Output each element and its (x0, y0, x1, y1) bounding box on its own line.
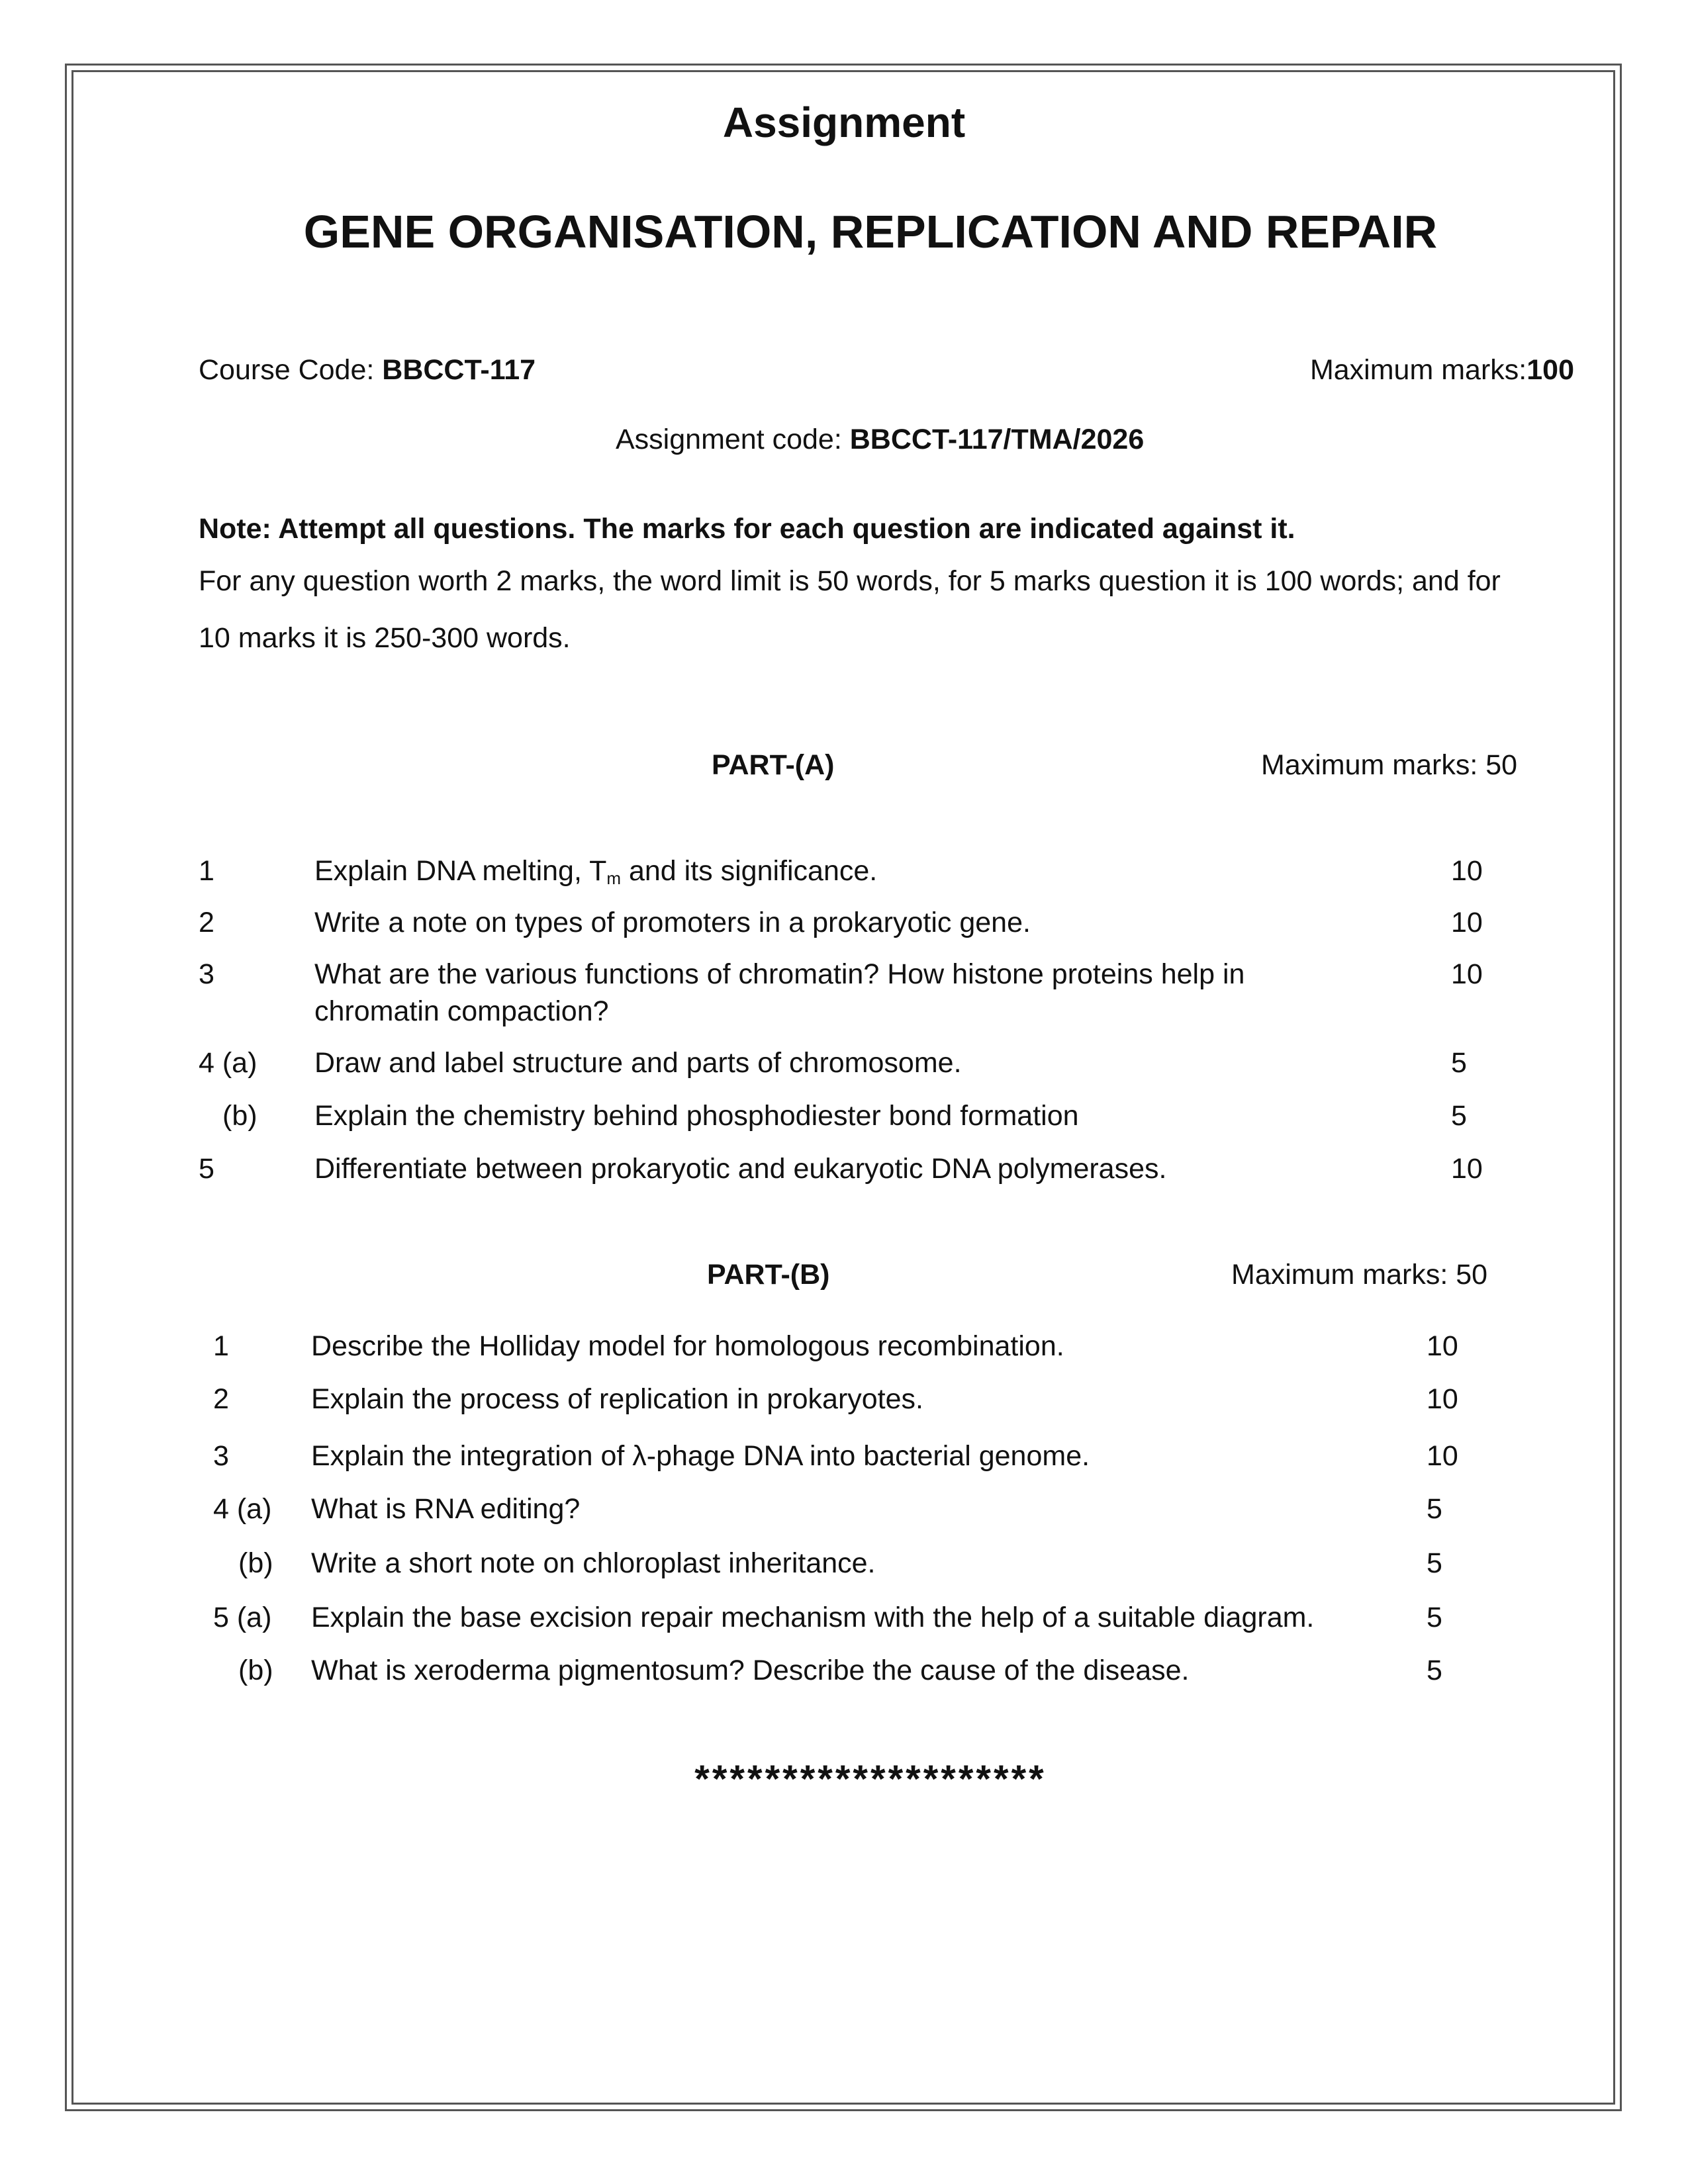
part-a-q4a-text: Draw and label structure and parts of chromosome. (314, 1047, 962, 1079)
part-b-q4a-marks: 5 (1427, 1493, 1442, 1525)
part-b-title: PART-(B) (707, 1259, 830, 1291)
assignment-code-value: BBCCT-117/TMA/2026 (849, 424, 1145, 455)
part-a-q1-number: 1 (199, 855, 214, 887)
part-b-q3-marks: 10 (1427, 1440, 1458, 1472)
part-a-q1-text-post: and its significance. (621, 855, 878, 887)
part-a-title: PART-(A) (712, 749, 835, 781)
assignment-heading: Assignment (722, 99, 966, 146)
part-a-q5-text: Differentiate between prokaryotic and eukaryotic DNA polymerases. (314, 1153, 1167, 1185)
max-marks-line (1310, 354, 1574, 387)
part-b-q3-number: 3 (213, 1440, 229, 1472)
part-b-q2-marks: 10 (1427, 1383, 1458, 1415)
part-b-q1-text: Describe the Holliday model for homologous recombination. (311, 1330, 1064, 1362)
part-a-q2-number: 2 (199, 907, 214, 938)
part-a-q1-text-pre: Explain DNA melting, T (314, 855, 607, 887)
part-a-q3-text-line1: What are the various functions of chromatin? How histone proteins help in (314, 958, 1245, 990)
part-a-q2-text: Write a note on types of promoters in a prokaryotic gene. (314, 907, 1031, 938)
part-a-q3-marks: 10 (1451, 958, 1483, 990)
part-b-q1-number: 1 (213, 1330, 229, 1362)
part-b-q5b-marks: 5 (1427, 1655, 1442, 1686)
course-code-value: BBCCT-117 (382, 354, 536, 386)
part-b-q4b-number: (b) (238, 1547, 273, 1579)
part-a-q4b-number: (b) (222, 1100, 258, 1132)
part-b-q3-text: Explain the integration of λ-phage DNA into bacterial genome. (311, 1440, 1090, 1472)
part-b-q5a-marks: 5 (1427, 1602, 1442, 1633)
part-a-q1-text (314, 855, 877, 889)
part-b-max-marks: Maximum marks: 50 (1231, 1259, 1488, 1291)
part-a-max-marks: Maximum marks: 50 (1261, 749, 1518, 781)
note-instruction: Note: Attempt all questions. The marks for each question are indicated against it. (199, 513, 1295, 545)
document-title: GENE ORGANISATION, REPLICATION AND REPAIR (303, 206, 1438, 257)
note-word-limit-line2: 10 marks it is 250-300 words. (199, 622, 571, 654)
part-b-q4a-text: What is RNA editing? (311, 1493, 581, 1525)
part-a-q5-number: 5 (199, 1153, 214, 1185)
max-marks-value: 100 (1526, 354, 1574, 386)
part-a-q5-marks: 10 (1451, 1153, 1483, 1185)
part-a-q3-number: 3 (199, 958, 214, 990)
part-b-q5a-text: Explain the base excision repair mechanism with the help of a suitable diagram. (311, 1602, 1315, 1633)
part-b-q1-marks: 10 (1427, 1330, 1458, 1362)
part-b-q2-number: 2 (213, 1383, 229, 1415)
part-a-q4a-marks: 5 (1451, 1047, 1467, 1079)
assignment-code-line (616, 424, 1144, 456)
end-of-paper-stars: ******************** (694, 1758, 1047, 1801)
part-b-q5b-text: What is xeroderma pigmentosum? Describe the cause of the disease. (311, 1655, 1190, 1686)
part-a-q4b-text: Explain the chemistry behind phosphodiester bond formation (314, 1100, 1079, 1132)
part-a-q1-marks: 10 (1451, 855, 1483, 887)
course-code-label: Course Code: (199, 354, 383, 386)
part-a-q2-marks: 10 (1451, 907, 1483, 938)
part-b-q4b-marks: 5 (1427, 1547, 1442, 1579)
part-b-q4a-number: 4 (a) (213, 1493, 272, 1525)
course-code-line (199, 354, 536, 387)
part-a-q4a-number: 4 (a) (199, 1047, 258, 1079)
note-word-limit-line1: For any question worth 2 marks, the word limit is 50 words, for 5 marks question it is 100 words; and for (199, 565, 1501, 597)
max-marks-label: Maximum marks: (1309, 354, 1527, 386)
part-b-q5a-number: 5 (a) (213, 1602, 272, 1633)
part-a-q1-subscript: m (606, 868, 622, 888)
part-b-q5b-number: (b) (238, 1655, 273, 1686)
part-a-q4b-marks: 5 (1451, 1100, 1467, 1132)
part-b-q2-text: Explain the process of replication in prokaryotes. (311, 1383, 923, 1415)
part-a-q3-text-line2: chromatin compaction? (314, 995, 609, 1027)
part-b-q4b-text: Write a short note on chloroplast inheritance. (311, 1547, 876, 1579)
assignment-code-label: Assignment code: (616, 424, 850, 455)
